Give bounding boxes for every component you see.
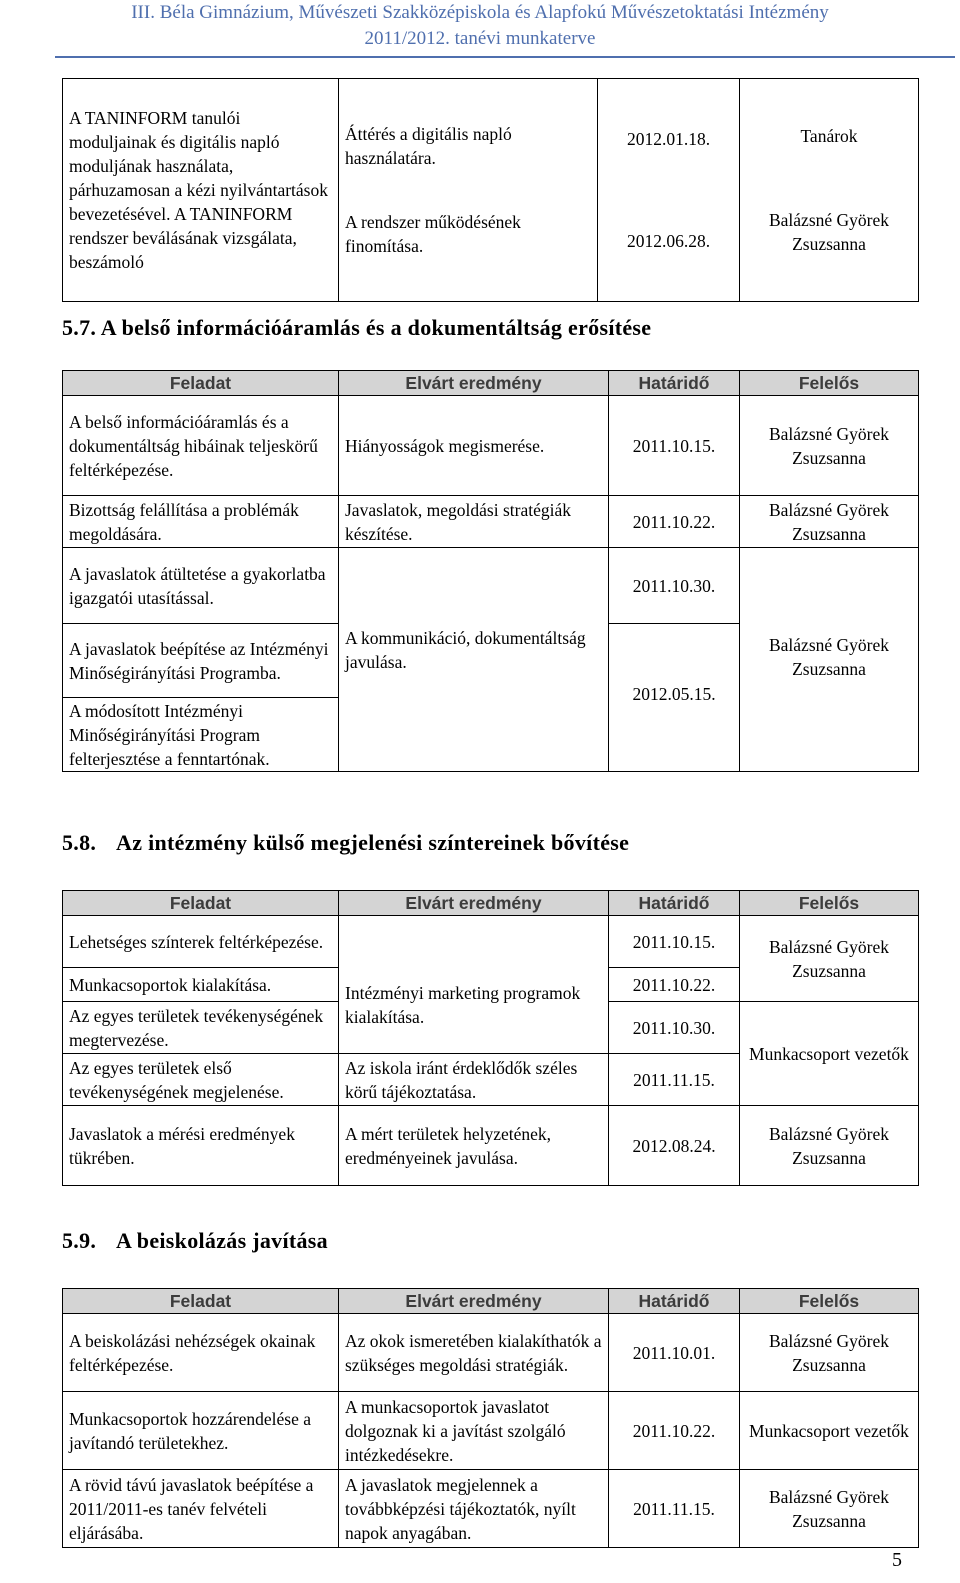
task-cell: Javaslatok a mérési eredmények tükrében. bbox=[63, 1106, 339, 1186]
col-header-responsible: Felelős bbox=[740, 371, 919, 396]
deadline-text: 2012.01.18. bbox=[626, 129, 711, 149]
col-header-result: Elvárt eredmény bbox=[339, 891, 609, 916]
col-header-responsible: Felelős bbox=[740, 1289, 919, 1314]
section-number: 5.8. bbox=[62, 830, 97, 855]
section-number: 5.9. bbox=[62, 1228, 97, 1253]
responsible-text: Tanárok bbox=[800, 126, 858, 146]
result-cell: A kommunikáció, dokumentáltság javulása. bbox=[339, 548, 609, 772]
deadline-cell: 2011.10.15. bbox=[609, 916, 740, 968]
task-cell: Lehetséges színterek feltérképezése. bbox=[63, 916, 339, 968]
task-cell: A javaslatok beépítése az Intézményi Minőségirányítási Programba. bbox=[63, 624, 339, 698]
responsible-cell: Balázsné Györek Zsuzsanna bbox=[740, 496, 919, 548]
deadline-cell: 2012.05.15. bbox=[609, 624, 740, 772]
result-text: Áttérés a digitális napló használatára. bbox=[345, 124, 512, 168]
col-header-result: Elvárt eredmény bbox=[339, 371, 609, 396]
responsible-text: Balázsné Györek Zsuzsanna bbox=[768, 210, 890, 254]
task-cell: A beiskolázási nehézségek okainak feltérképezése. bbox=[63, 1314, 339, 1392]
header-rule bbox=[55, 56, 955, 58]
responsible-cell: Balázsné Györek Zsuzsanna bbox=[740, 548, 919, 772]
page-number: 5 bbox=[892, 1549, 902, 1571]
result-cell: Az okok ismeretében kialakíthatók a szükséges megoldási stratégiák. bbox=[339, 1314, 609, 1392]
task-cell: A belső információáramlás és a dokumentáltság hibáinak teljeskörű feltérképezése. bbox=[63, 396, 339, 496]
table-5-9 bbox=[62, 1288, 919, 1548]
task-cell: Munkacsoportok hozzárendelése a javítandó területekhez. bbox=[63, 1392, 339, 1470]
responsible-cell: Balázsné Györek Zsuzsanna bbox=[740, 1106, 919, 1186]
responsible-cell: Balázsné Györek Zsuzsanna bbox=[740, 1314, 919, 1392]
col-header-task: Feladat bbox=[63, 1289, 339, 1314]
section-heading-5-8 bbox=[62, 830, 629, 856]
section-heading-5-9 bbox=[62, 1228, 328, 1254]
responsible-cell: Balázsné Györek Zsuzsanna bbox=[740, 1470, 919, 1548]
deadline-cell: 2011.10.22. bbox=[609, 496, 740, 548]
section-heading-5-7 bbox=[62, 315, 651, 341]
deadline-cell: 2011.11.15. bbox=[609, 1470, 740, 1548]
section-title: Az intézmény külső megjelenési színtereinek bővítése bbox=[116, 830, 630, 855]
deadline-cell: 2011.10.15. bbox=[609, 396, 740, 496]
responsible-cell: Balázsné Györek Zsuzsanna bbox=[740, 916, 919, 1002]
deadline-cell: 2011.10.01. bbox=[609, 1314, 740, 1392]
result-cell: Javaslatok, megoldási stratégiák készítése. bbox=[339, 496, 609, 548]
col-header-task: Feladat bbox=[63, 891, 339, 916]
col-header-deadline: Határidő bbox=[609, 371, 740, 396]
section-number: 5.7. bbox=[62, 315, 97, 340]
task-cell: Az egyes területek első tevékenységének megjelenése. bbox=[63, 1054, 339, 1106]
section-title: A belső információáramlás és a dokumentáltság erősítése bbox=[100, 315, 652, 340]
result-cell bbox=[339, 79, 598, 302]
task-cell: Munkacsoportok kialakítása. bbox=[63, 968, 339, 1002]
task-cell: A rövid távú javaslatok beépítése a 2011/2011-es tanév felvételi eljárásába. bbox=[63, 1470, 339, 1548]
responsible-cell: Munkacsoport vezetők bbox=[740, 1002, 919, 1106]
table-5-8 bbox=[62, 890, 919, 1186]
header-year-plan: 2011/2012. tanévi munkaterve bbox=[364, 28, 596, 49]
result-cell: Intézményi marketing programok kialakítása. bbox=[339, 916, 609, 1054]
task-cell: Bizottság felállítása a problémák megoldására. bbox=[63, 496, 339, 548]
task-cell: Az egyes területek tevékenységének megtervezése. bbox=[63, 1002, 339, 1054]
deadline-text: 2012.06.28. bbox=[626, 231, 711, 251]
result-text: A rendszer működésének finomítása. bbox=[345, 212, 521, 256]
col-header-result: Elvárt eredmény bbox=[339, 1289, 609, 1314]
continued-table bbox=[62, 78, 919, 302]
task-cell: A TANINFORM tanulói moduljainak és digitális napló moduljának használata, párhuzamosan a kézi nyilvántartások bevezetésével. A TANINFORM rendszer beválásának vizsgálata, beszámoló bbox=[63, 79, 339, 302]
deadline-cell: 2011.10.22. bbox=[609, 1392, 740, 1470]
deadline-cell: 2011.10.22. bbox=[609, 968, 740, 1002]
responsible-cell bbox=[740, 79, 919, 302]
task-cell: A módosított Intézményi Minőségirányítási Program felterjesztése a fenntartónak. bbox=[63, 698, 339, 772]
result-cell: A javaslatok megjelennek a továbbképzési tájékoztatók, nyílt napok anyagában. bbox=[339, 1470, 609, 1548]
deadline-cell bbox=[598, 79, 740, 302]
responsible-cell: Balázsné Györek Zsuzsanna bbox=[740, 396, 919, 496]
result-cell: A mért területek helyzetének, eredményeinek javulása. bbox=[339, 1106, 609, 1186]
task-cell: A javaslatok átültetése a gyakorlatba igazgatói utasítással. bbox=[63, 548, 339, 624]
result-cell: Hiányosságok megismerése. bbox=[339, 396, 609, 496]
header-institution: III. Béla Gimnázium, Művészeti Szakközépiskola és Alapfokú Művészetoktatási Intézmény bbox=[131, 2, 829, 23]
col-header-task: Feladat bbox=[63, 371, 339, 396]
result-cell: A munkacsoportok javaslatot dolgoznak ki a javítást szolgáló intézkedésekre. bbox=[339, 1392, 609, 1470]
col-header-deadline: Határidő bbox=[609, 1289, 740, 1314]
result-cell: Az iskola iránt érdeklődők széles körű tájékoztatása. bbox=[339, 1054, 609, 1106]
col-header-responsible: Felelős bbox=[740, 891, 919, 916]
deadline-cell: 2011.10.30. bbox=[609, 1002, 740, 1054]
deadline-cell: 2012.08.24. bbox=[609, 1106, 740, 1186]
section-title: A beiskolázás javítása bbox=[116, 1228, 328, 1253]
responsible-cell: Munkacsoport vezetők bbox=[740, 1392, 919, 1470]
deadline-cell: 2011.10.30. bbox=[609, 548, 740, 624]
deadline-cell: 2011.11.15. bbox=[609, 1054, 740, 1106]
col-header-deadline: Határidő bbox=[609, 891, 740, 916]
table-5-7 bbox=[62, 370, 919, 772]
